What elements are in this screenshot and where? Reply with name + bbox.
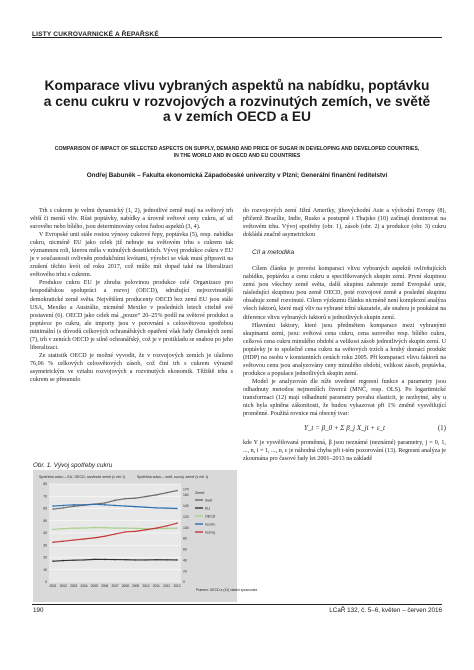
y-left-tick-label: 0 — [45, 580, 47, 585]
data-point-rozvin. — [83, 504, 85, 506]
x-tick-label: 2010 — [142, 584, 150, 588]
data-point-rozvoj. — [135, 531, 137, 533]
data-point-Svět — [73, 506, 75, 508]
data-point-EU — [52, 560, 54, 562]
page-number: 190 — [33, 607, 44, 614]
chart-svg — [33, 470, 258, 602]
data-point-rozvin. — [114, 505, 116, 507]
data-point-rozvoj. — [83, 538, 85, 540]
y-right-tick-label: 100 — [183, 525, 189, 530]
data-point-rozvoj. — [52, 541, 54, 543]
article-authors: Ondřej Babuněk – Fakulta ekonomická Západočeské univerzity v Plzni; Generální finanční ředitelství — [86, 172, 388, 179]
x-tick-label: 2013 — [173, 584, 181, 588]
legend-label: rozvoj. — [205, 530, 216, 535]
data-point-Svět — [114, 500, 116, 502]
running-header — [32, 23, 442, 38]
data-point-Svět — [52, 508, 54, 510]
body-paragraph: Hlavními faktory, které jsou předmětem komparace mezi vybranými skupinami zemí, jsou: světová cena cukru, cena surového resp. bílého cukru, celková cena cukru minulého období a velikost zásob jednotlivých skupin zemí. U poptávky je to společně cena cukru na světových trzích a hrubý domácí produkt (HDP) na osobu v konstantních cenách roku 2005. Při komparaci vlivu faktorů na světovou cenu jsou analyzovány ceny minulého období, velikost zásob, poptávka, produkce a populace jednotlivých skupin zemí. — [243, 322, 446, 377]
data-point-OECD — [125, 527, 127, 529]
data-point-OECD — [104, 527, 106, 529]
data-point-OECD — [73, 527, 75, 529]
data-point-EU — [156, 559, 158, 561]
body-paragraph: do rozvojových zemí Jižní Ameriky, jihovýchodní Asie a východní Evropy (8), přičemž Brazílie, Indie, Rusko a postupně i Thajsko (10) začínají dominovat na světovém trhu. Vývoj spotřeby (obr. 1), zásob (obr. 2) a produkce (obr. 3) cukru dokládá značně asymetrickou — [243, 208, 446, 239]
legend-label: OECD — [205, 514, 216, 519]
data-point-EU — [114, 559, 116, 561]
x-tick-label: 2012 — [163, 584, 171, 588]
y-right-tick-label: 20 — [183, 569, 187, 574]
data-point-Svět — [166, 492, 168, 494]
y-right-tick-label: 170 — [183, 487, 189, 492]
data-point-rozvoj. — [156, 527, 158, 529]
chart-title-right: Spotřeba cukru – svět, rozvoj. země (v mil. t) — [137, 475, 209, 479]
body-paragraph: Produkce cukru EU je zhruba polovinou produkce celé Organizace pro hospodářskou spolupráci a rozvoj (OECD), sdružující nejrozvinutější demokratické země světa. Největšími producenty OECD bez zemí EU jsou stále USA, Mexiko a Austrálie, nicméně Mexiko v posledních letech citelně své postavení (6). OECD jako celek má „pouze“ 20–25% podíl na světové produkci a poptávce po cukru, ale importy jsou v porovnání s celosvětovou spotřebou minimální (s důvodů celkových ochranářských opatření však řady členských zemí (7), trh v zemích OECD je silně ochranářský, což je v protikladu se snahou po jeho liberalizaci. — [30, 280, 233, 351]
data-point-rozvoj. — [63, 540, 65, 542]
data-point-Svět — [125, 498, 127, 500]
regression-equation — [243, 424, 446, 432]
body-paragraph: Trh s cukrem je velmi dynamický (1, 2), jednotlivé země mají na světový trh větší či menší vliv. Růst poptávky, nabídky a úrovně světové ceny cukru, ať už surového nebo bílého, jsou determinovány celou řadou aspektů (3, 4). — [30, 208, 233, 231]
data-point-EU — [94, 559, 96, 561]
data-point-rozvoj. — [145, 529, 147, 531]
data-point-EU — [135, 559, 137, 561]
data-point-rozvin. — [166, 507, 168, 509]
body-paragraph: Model je analyzován dle níže uvedené regresní funkce a parametry jsou odhadnuty metodou nejmenších čtverců (MNČ, resp. OLS). Po logaritmické transformaci (12) mají odhadnuté parametry povahu elasticit, je nezbytné, aby u nich byla splněna zákonitosti, že budou vykazovat při 1% změně vysvětlující proměnné. Použitá rovnice má obecný tvar: — [243, 378, 446, 418]
data-point-EU — [104, 559, 106, 561]
equation-formula: Y_t = β_0 + Σ β_j X_jt + ε_t — [304, 424, 385, 433]
footer-rule — [32, 604, 442, 605]
left-column — [30, 207, 233, 384]
y-left-tick-label: 60 — [43, 506, 47, 511]
x-tick-label: 2007 — [111, 584, 119, 588]
data-point-EU — [73, 559, 75, 561]
x-tick-label: 2011 — [152, 584, 160, 588]
chart-title-left: Spotřeba cukru – EU, OECD, rozvinuté země (v mil. t) — [39, 475, 125, 479]
data-point-Svět — [156, 494, 158, 496]
legend-label: EU — [205, 506, 210, 511]
y-left-tick-label: 30 — [43, 543, 47, 548]
y-right-tick-label: 0 — [183, 580, 185, 585]
data-point-OECD — [52, 529, 54, 531]
sugar-consumption-chart — [33, 470, 258, 602]
data-point-rozvoj. — [114, 533, 116, 535]
plot-area — [43, 482, 189, 588]
data-point-rozvoj. — [176, 522, 178, 524]
data-point-Svět — [135, 497, 137, 499]
section-heading: Cíl a metodika — [252, 249, 295, 257]
data-point-OECD — [63, 528, 65, 530]
y-right-tick-label: 140 — [183, 503, 189, 508]
data-point-rozvin. — [94, 503, 96, 505]
data-point-EU — [145, 559, 147, 561]
data-point-EU — [63, 560, 65, 562]
data-point-Svět — [176, 490, 178, 492]
data-point-rozvin. — [104, 504, 106, 506]
data-point-rozvin. — [156, 507, 158, 509]
data-point-OECD — [114, 527, 116, 529]
y-left-tick-label: 50 — [43, 518, 47, 523]
x-tick-label: 2005 — [90, 584, 98, 588]
data-point-rozvin. — [52, 505, 54, 507]
data-point-Svět — [145, 496, 147, 498]
y-right-tick-label: 40 — [183, 558, 187, 563]
data-point-rozvin. — [73, 504, 75, 506]
data-point-rozvin. — [135, 506, 137, 508]
chart-legend — [195, 491, 216, 534]
legend-label: Svět — [205, 498, 213, 503]
data-point-OECD — [135, 528, 137, 530]
data-point-Svět — [104, 502, 106, 504]
data-point-EU — [125, 559, 127, 561]
data-point-EU — [83, 559, 85, 561]
data-point-OECD — [83, 527, 85, 529]
y-left-tick-label: 70 — [43, 494, 47, 499]
data-point-rozvin. — [63, 505, 65, 507]
x-tick-label: 2004 — [80, 584, 88, 588]
right-column — [243, 207, 446, 463]
body-paragraph: V Evropské unii stále rostou výnosy cukrové řepy, poptávka (5), resp. nabídka cukru, nicméně EU jako celek již nehraje na světovém trhu s cukrem tak významnou roli, kterou měla v minulých desetiletích. Vývoj produkce cukru v EU je v současnosti ovlivněn produkčními kvótami, výrobci se však musí připravit na zrušení těchto kvót od roku 2017, což může mít dopad také na liberalizaci světového trhu s cukrem. — [30, 232, 233, 279]
data-point-rozvoj. — [104, 535, 106, 537]
data-point-EU — [176, 559, 178, 561]
data-point-OECD — [166, 528, 168, 530]
data-point-rozvin. — [176, 508, 178, 510]
x-tick-label: 2006 — [101, 584, 109, 588]
data-point-rozvin. — [125, 505, 127, 507]
journal-section-label: LISTY CUKROVARNICKÉ A ŘEPAŘSKÉ — [32, 31, 159, 38]
body-paragraph: kde Y je vysvětlovaná proměnná, β jsou neznámé (neznámé) parametry, j = 0, 1, ..., n, i = 1, ..., n, ε je náhodná chyba při t-tém pozorování (13). Regresní analýza je zkoumána pro časové řady let 2001–2013 na základě — [243, 440, 446, 463]
journal-citation: LCaŘ 132, č. 5–6, květen – červen 2016 — [329, 607, 442, 614]
y-right-tick-label: 80 — [183, 536, 187, 541]
article-subtitle-english: COMPARISON OF IMPACT OF SELECTED ASPECTS ON SUPPLY, DEMAND AND PRICE OF SUGAR IN DEVELOPING AND DEVELOPED COUNTRIES, IN THE WORLD AND IN OECD AND EU COUNTRIES — [54, 146, 420, 160]
y-right-tick-label: 160 — [183, 493, 189, 498]
y-right-tick-label: 60 — [183, 547, 187, 552]
chart-source-note: Pramen: OECD a (11) vlastní zpracování — [196, 588, 258, 592]
legend-heading: Země: — [195, 491, 206, 495]
y-left-tick-label: 40 — [43, 531, 47, 536]
figure-caption: Obr. 1. Vývoj spotřeby cukru — [33, 462, 113, 469]
x-tick-label: 2003 — [70, 584, 78, 588]
x-tick-label: 2009 — [132, 584, 140, 588]
x-tick-label: 2001 — [49, 584, 57, 588]
data-point-OECD — [94, 527, 96, 529]
y-left-tick-label: 20 — [43, 555, 47, 560]
x-tick-label: 2002 — [59, 584, 67, 588]
y-left-tick-label: 10 — [43, 567, 47, 572]
data-point-rozvin. — [145, 506, 147, 508]
article-title: Komparace vlivu vybraných aspektů na nabídku, poptávku a cenu cukru v rozvojových a rozvinutých zemích, ve světě a v zemích OECD a EU — [43, 78, 431, 124]
body-paragraph: Ze statistik OECD je možné vyvodit, že v rozvojových zemích je ulaženo 76,06 % celkových celosvětových zásob, což činí trh s cukrem výrazně asymetrickým ve vztahu rozvojových a rozvinutých ekonomik. Těžiště trhu s cukrem se přesunulo — [30, 352, 233, 383]
data-point-rozvoj. — [73, 539, 75, 541]
data-point-OECD — [176, 527, 178, 529]
y-right-tick-label: 120 — [183, 514, 189, 519]
data-point-rozvoj. — [125, 531, 127, 533]
data-point-Svět — [63, 507, 65, 509]
data-point-rozvoj. — [94, 537, 96, 539]
legend-label: rozvin. — [205, 522, 216, 527]
body-paragraph: Cílem článku je provést komparaci vlivu vybraných aspektů ovlivňujících nabídku, poptávku a cenu cukru u specifikovaných skupin zemí. První skupinou zemí jsou všechny země světa, další skupinu zahrnuje země Evropské unie, následující skupinou jsou země OECD, poté rozvojové země a poslední skupinu obsahuje země rozvinuté. Cílem výzkumu článku nicméně není komplexní analýza všech faktorů, které mají vliv na vybrané tržní ukazatele, ale snahou je poukázat na diference vlivu vybraných faktorů u jednotlivých skupin zemí. — [243, 266, 446, 321]
data-point-EU — [166, 559, 168, 561]
x-tick-label: 2008 — [121, 584, 129, 588]
data-point-rozvoj. — [166, 525, 168, 527]
y-left-tick-label: 80 — [43, 482, 47, 487]
equation-number: (1) — [437, 424, 446, 433]
